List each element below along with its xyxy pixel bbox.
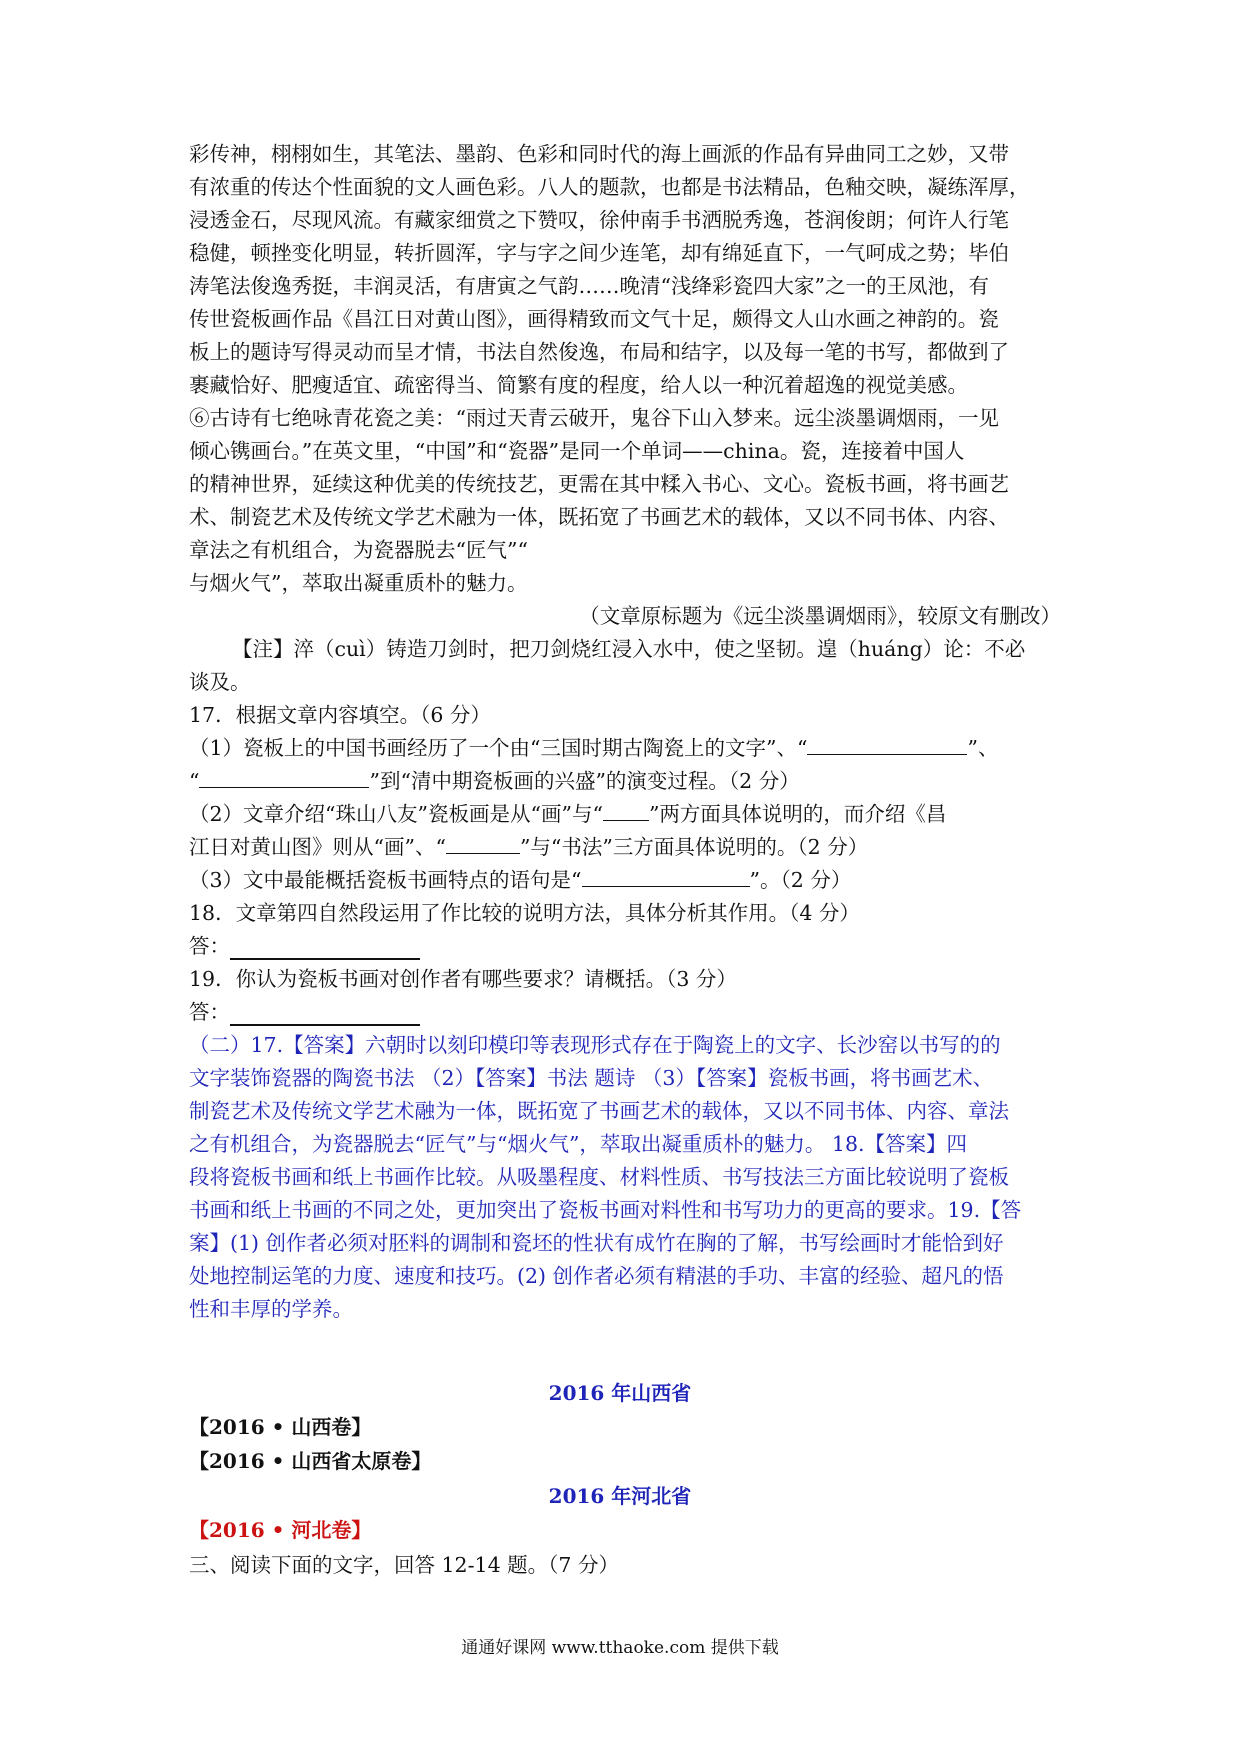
question-17-3: （3）文中最能概括瓷板书画特点的语句是“ ”。（2 分） — [189, 864, 1061, 897]
article-line: 板上的题诗写得灵动而呈才情，书法自然俊逸，布局和结字，以及每一笔的书写，都做到了 — [189, 340, 1009, 364]
answer-line[interactable] — [230, 958, 420, 960]
subsection-shanxi: 【2016 • 山西卷】 — [189, 1415, 372, 1439]
article-line: 与烟火气”，萃取出凝重质朴的魅力。 — [189, 571, 528, 595]
question-17-2: （2）文章介绍“珠山八友”瓷板画是从“画”与“ ”两方面具体说明的，而介绍《昌 — [189, 798, 1061, 831]
answer-label: 答： — [189, 1000, 230, 1024]
article-line: 浸透金石，尽现风流。有藏家细赏之下赞叹，徐仲南手书洒脱秀逸，苍润俊朗；何许人行笔 — [189, 208, 1009, 232]
annotation-note: 【注】淬（cuì）铸造刀剑时，把刀剑烧红浸入水中，使之坚韧。遑（huáng）论：不必 — [232, 637, 1026, 661]
answer-key-line: 之有机组合，为瓷器脱去“匠气”与“烟火气”，萃取出凝重质朴的魅力。 18.【答案】四 — [189, 1132, 968, 1156]
answer-line[interactable] — [230, 1024, 420, 1026]
subsection-hebei: 【2016 • 河北卷】 — [189, 1518, 372, 1542]
article-line: 倾心镌画台。”在英文里，“中国”和“瓷器”是同一个单词——china。瓷，连接着中国人 — [189, 439, 965, 463]
answer-key-line: 制瓷艺术及传统文学艺术融为一体，既拓宽了书画艺术的载体，又以不同书体、内容、章法 — [189, 1099, 1009, 1123]
annotation-note-cont: 谈及。 — [189, 670, 251, 694]
article-line: 稳健，顿挫变化明显，转折圆浑，字与字之间少连笔，却有绵延直下，一气呵成之势；毕伯 — [189, 241, 1009, 265]
article-line: 涛笔法俊逸秀挺，丰润灵活，有唐寅之气韵……晚清“浅绛彩瓷四大家”之一的王凤池，有 — [189, 274, 989, 298]
fill-blank[interactable] — [603, 798, 649, 821]
article-line: 有浓重的传达个性面貌的文人画色彩。八人的题款，也都是书法精品，色釉交映，凝练浑厚， — [189, 175, 1030, 199]
fill-blank[interactable] — [582, 864, 750, 887]
section-three-instruction: 三、阅读下面的文字，回答 12-14 题。（7 分） — [189, 1553, 619, 1577]
article-line: ⑥古诗有七绝咏青花瓷之美：“雨过天青云破开，鬼谷下山入梦来。远尘淡墨调烟雨，一见 — [189, 406, 999, 430]
fill-blank[interactable] — [807, 732, 967, 755]
answer-key-line: 性和丰厚的学养。 — [189, 1297, 353, 1321]
question-18: 18．文章第四自然段运用了作比较的说明方法，具体分析其作用。（4 分） — [189, 901, 860, 925]
answer-key-line: 文字装饰瓷器的陶瓷书法 （2）【答案】书法 题诗 （3）【答案】瓷板书画，将书画艺术、 — [189, 1066, 994, 1090]
question-17-2-cont: 江日对黄山图》则从“画”、“ ”与“书法”三方面具体说明的。（2 分） — [189, 831, 1061, 864]
section-heading-shanxi: 2016 年山西省 — [548, 1381, 692, 1405]
fill-blank[interactable] — [199, 765, 369, 788]
answer-key-line: 书画和纸上书画的不同之处，更加突出了瓷板书画对料性和书写功力的更高的要求。19.【答 — [189, 1198, 1022, 1222]
answer-label: 答： — [189, 934, 230, 958]
answer-key-line: （二）17.【答案】六朝时以刻印模印等表现形式存在于陶瓷上的文字、长沙窑以书写的的 — [189, 1033, 1001, 1057]
question-19: 19．你认为瓷板书画对创作者有哪些要求？请概括。（3 分） — [189, 967, 737, 991]
article-line: 章法之有机组合，为瓷器脱去“匠气”“ — [189, 538, 528, 562]
question-17: 17．根据文章内容填空。（6 分） — [189, 703, 491, 727]
question-17-1-cont: “ ”到“清中期瓷板画的兴盛”的演变过程。（2 分） — [189, 765, 1061, 798]
page-footer: 通通好课网 www.tthaoke.com 提供下载 — [461, 1638, 779, 1658]
article-line: 裹藏恰好、肥瘦适宜、疏密得当、简繁有度的程度，给人以一种沉着超逸的视觉美感。 — [189, 373, 968, 397]
article-line: 的精神世界，延续这种优美的传统技艺，更需在其中糅入书心、文心。瓷板书画，将书画艺 — [189, 472, 1009, 496]
article-line: 彩传神，栩栩如生，其笔法、墨韵、色彩和同时代的海上画派的作品有异曲同工之妙，又带 — [189, 142, 1009, 166]
answer-key-line: 案】(1) 创作者必须对胚料的调制和瓷坯的性状有成竹在胸的了解，书写绘画时才能恰到好 — [189, 1231, 1004, 1255]
source-note: （文章原标题为《远尘淡墨调烟雨》，较原文有删改） — [579, 604, 1061, 628]
answer-key-line: 处地控制运笔的力度、速度和技巧。(2) 创作者必须有精湛的手功、丰富的经验、超凡的悟 — [189, 1264, 1004, 1288]
question-17-1: （1）瓷板上的中国书画经历了一个由“三国时期古陶瓷上的文字”、“ ”、 — [189, 732, 1061, 765]
article-line: 术、制瓷艺术及传统文学艺术融为一体，既拓宽了书画艺术的载体，又以不同书体、内容、 — [189, 505, 1009, 529]
section-heading-hebei: 2016 年河北省 — [548, 1484, 692, 1508]
answer-key-line: 段将瓷板书画和纸上书画作比较。从吸墨程度、材料性质、书写技法三方面比较说明了瓷板 — [189, 1165, 1009, 1189]
article-line: 传世瓷板画作品《昌江日对黄山图》，画得精致而文气十足，颇得文人山水画之神韵的。瓷 — [189, 307, 999, 331]
fill-blank[interactable] — [446, 831, 520, 854]
subsection-taiyuan: 【2016 • 山西省太原卷】 — [189, 1449, 432, 1473]
